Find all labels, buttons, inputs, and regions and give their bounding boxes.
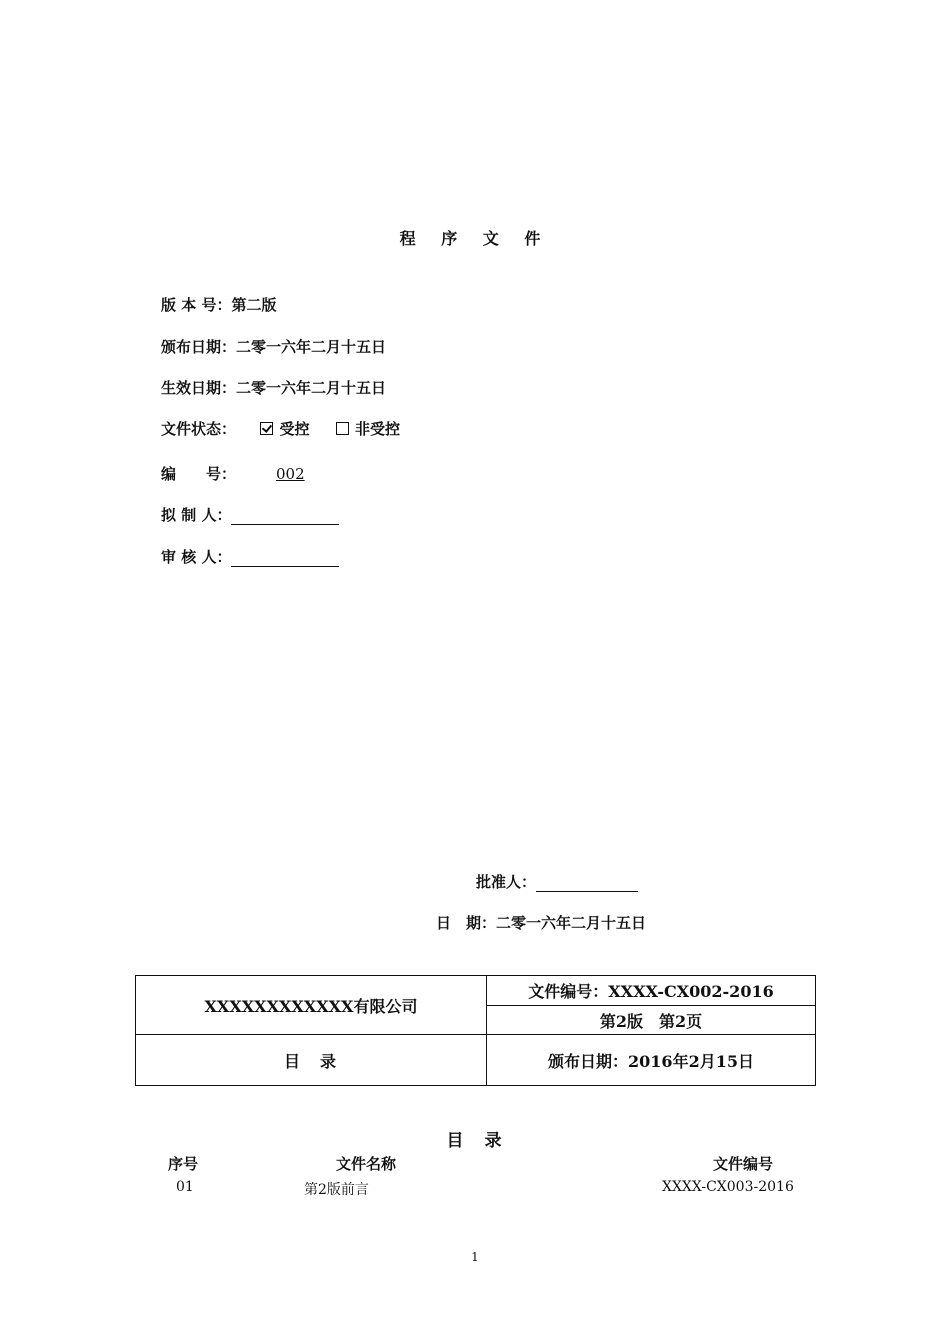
issue-date-label: 颁布日期： xyxy=(161,338,237,356)
approver-blank-line xyxy=(536,875,638,892)
version-field xyxy=(161,294,276,315)
reviewer-blank-line xyxy=(231,550,339,567)
approval-date-label: 日 期： xyxy=(436,914,497,932)
section-title-cell: 目 录 xyxy=(136,1035,487,1086)
drafter-label: 拟 制 人： xyxy=(161,506,232,524)
uncontrolled-checkbox-icon[interactable] xyxy=(336,422,349,435)
issue-date-field xyxy=(161,336,386,357)
effective-date-value: 二零一六年二月十五日 xyxy=(236,379,387,397)
toc-row-number: 01 xyxy=(176,1179,194,1195)
reviewer-label: 审 核 人： xyxy=(161,548,232,566)
number-field xyxy=(161,463,305,484)
page-number: 1 xyxy=(471,1250,479,1264)
document-title: 程 序 文 件 xyxy=(399,229,551,248)
doc-number-cell: 文件编号：XXXX-CX002-2016 xyxy=(487,976,816,1006)
document-header-table xyxy=(135,975,816,1086)
approver-label: 批准人： xyxy=(476,873,537,891)
reviewer-field xyxy=(161,546,339,567)
approval-date-value: 二零一六年二月十五日 xyxy=(496,914,647,932)
edition-page-cell: 第2版 第2页 xyxy=(487,1006,816,1035)
drafter-blank-line xyxy=(231,508,339,525)
status-label: 文件状态： xyxy=(161,420,237,438)
company-name-cell: XXXXXXXXXXXX有限公司 xyxy=(136,976,487,1035)
status-uncontrolled-label: 非受控 xyxy=(354,420,400,438)
toc-row-code: XXXX-CX003-2016 xyxy=(662,1179,794,1195)
controlled-checkbox-checked-icon[interactable] xyxy=(260,422,273,435)
number-label: 编 号： xyxy=(161,465,237,483)
toc-row-name[interactable]: 第2版前言 xyxy=(304,1182,369,1198)
status-field xyxy=(161,418,400,439)
effective-date-field xyxy=(161,377,386,398)
version-label: 版 本 号： xyxy=(161,296,232,314)
status-controlled-label: 受控 xyxy=(279,420,310,438)
effective-date-label: 生效日期： xyxy=(161,379,237,397)
toc-column-code: 文件编号 xyxy=(713,1155,774,1173)
issue-date-value: 二零一六年二月十五日 xyxy=(236,338,387,356)
toc-heading: 目 录 xyxy=(446,1131,504,1151)
drafter-field xyxy=(161,504,339,525)
approval-date-field xyxy=(436,912,646,933)
version-value: 第二版 xyxy=(231,296,277,314)
number-value: 002 xyxy=(276,465,305,483)
approver-field xyxy=(476,871,638,892)
toc-column-number: 序号 xyxy=(168,1155,199,1173)
issue-date-cell: 颁布日期：2016年2月15日 xyxy=(487,1035,816,1086)
toc-column-name: 文件名称 xyxy=(336,1155,397,1173)
